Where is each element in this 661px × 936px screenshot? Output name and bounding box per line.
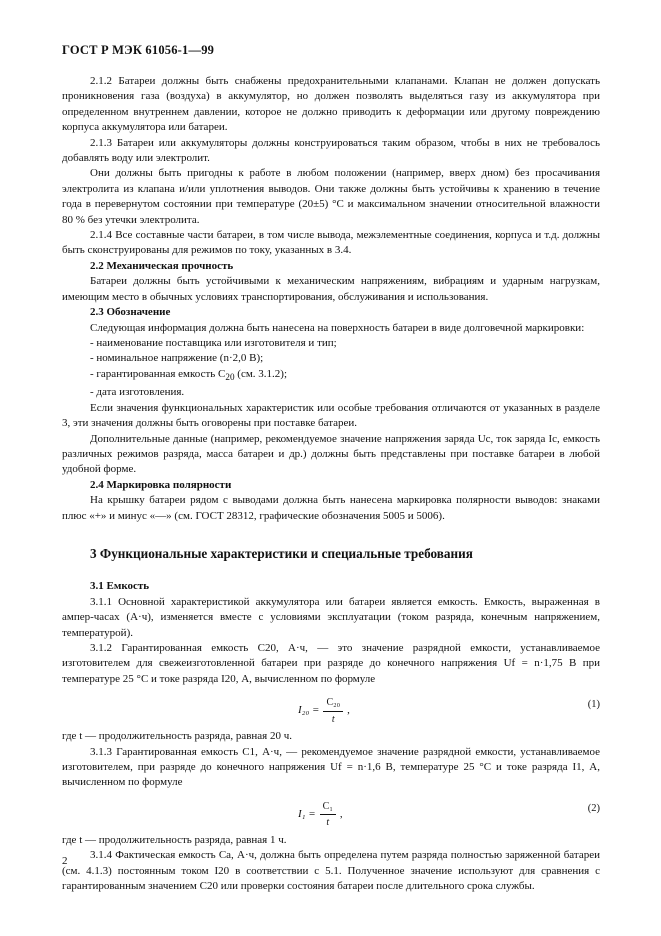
paragraph-2-1-4: 2.1.4 Все составные части батареи, в том числе вывода, межэлементные соединения, корпуса и т.д. должны быть сконструированы для режимов по току, указанных в 3.4. [62, 229, 600, 257]
heading-2-3: 2.3 Обозначение [90, 306, 171, 319]
heading-2-4: 2.4 Маркировка полярности [90, 478, 232, 491]
fraction [323, 695, 343, 727]
fraction-numerator: C₁ [320, 799, 336, 815]
paragraph-2-1-3: 2.1.3 Батареи или аккумуляторы должны конструироваться таким образом, чтобы в них не требовалось добавлять воду или электролит. [62, 136, 600, 165]
formula-number: (2) [587, 802, 600, 814]
list-item-text: (см. 3.1.2); [234, 367, 288, 380]
paragraph-2-3-c: Дополнительные данные (например, рекомендуемое значение напряжения заряда Uc, ток заряда Ic, емкость различных режимов разряда, масса батареи и др.) должны быть представлены при поставке батареи в любой удобной форме. [62, 432, 600, 476]
document-header: ГОСТ Р МЭК 61056-1—99 [62, 43, 215, 57]
fraction-denominator: t [331, 713, 335, 725]
heading-2-2: 2.2 Механическая прочность [90, 259, 234, 272]
list-item-text: - гарантированная емкость C [90, 367, 226, 380]
heading-3-1: 3.1 Емкость [90, 580, 150, 593]
formula-1 [62, 691, 600, 727]
paragraph-2-4: На крышку батареи рядом с выводами должна быть нанесена маркировка полярности выводов: знаками плюс «+» и минус «—» (см. ГОСТ 28312, графические обозначения 5005 и 5006). [62, 494, 600, 522]
fraction-denominator: t [326, 817, 330, 829]
formula-tail: , [347, 704, 350, 717]
formula-tail: , [339, 808, 343, 821]
document-body [62, 74, 600, 894]
paragraph-3-1-2: 3.1.2 Гарантированная емкость C20, А·ч, — это значение разрядной емкости, устанавливаемое изготовителем для свежеизготовленной батареи при разряде до конечного напряжения Uf = n·1,75 В при температуре 25 °С и токе разряда I20, А, вычисленном по формуле [62, 642, 600, 685]
marking-list [62, 336, 600, 401]
page-number: 2 [62, 855, 68, 867]
list-item: - наименование поставщика или изготовителя и тип; [90, 336, 337, 349]
fraction [320, 799, 336, 831]
paragraph-3-1-1: 3.1.1 Основной характеристикой аккумулятора или батареи является емкость. Емкость, выраженная в ампер-часах (А·ч), изменяется вместе с условиями эксплуатации (током разряда, конечным напряжением, температурой). [62, 595, 600, 639]
paragraph-where-2: где t — продолжительность разряда, равная 1 ч. [62, 833, 287, 846]
section-3-title: 3 Функциональные характеристики и специальные требования [90, 545, 473, 561]
paragraph-2-1-2: 2.1.2 Батареи должны быть снабжены предохранительными клапанами. Клапан не должен допускать проникновения газа (воздуха) в аккумулятор, но должен позволять выделяться газу из аккумулятора при определенном внутреннем давлении, которое не должно приводить к деформации или другому повреждению корпуса аккумулятора или батареи. [62, 75, 600, 134]
paragraph-3-1-4: 3.1.4 Фактическая емкость Ca, А·ч, должна быть определена путем разряда полностью заряженной батареи (см. 4.1.3) постоянным током I20 в соответствии с 5.1. Полученное значение используют для сравнения с гарантированным значением C20 или проверки состояния батареи после длительного срока службы. [62, 849, 600, 893]
paragraph-2-3: Следующая информация должна быть нанесена на поверхность батареи в виде долговечной маркировки: [90, 321, 585, 334]
formula-2 [62, 795, 600, 831]
formula-lhs: I₁ = [298, 808, 316, 821]
fraction-numerator: C₂₀ [323, 695, 343, 711]
paragraph-where-1: где t — продолжительность разряда, равная 20 ч. [62, 730, 293, 743]
paragraph-2-1-3-cont: Они должны быть пригодны к работе в любом положении (например, вверх дном) без просачивания электролита из клапана и/или уплотнения выводов. Они также должны быть устойчивы к хранению в течение года в перевернутом состоянии при температуре (20±5) °С и максимальном значении относительной влажности 80 % без утечки электролита. [62, 167, 600, 226]
paragraph-2-3-b: Если значения функциональных характеристик или особые требования отличаются от указанных в разделе 3, эти значения должны быть оговорены при поставке батареи. [62, 401, 600, 430]
list-item: - дата изготовления. [90, 386, 185, 399]
formula-number: (1) [587, 699, 600, 711]
subscript: 20 [225, 371, 235, 382]
list-item: - номинальное напряжение (n·2,0 В); [90, 352, 264, 365]
paragraph-3-1-3: 3.1.3 Гарантированная емкость C1, А·ч, — рекомендуемое значение разрядной емкости, устанавливаемое изготовителем, при разряде до конечного напряжения Uf = n·1,6 В, температуре 25 °С и токе разряда I1, А, вычисленном по формуле [62, 745, 600, 789]
paragraph-2-2: Батареи должны быть устойчивыми к механическим напряжениям, вибрациям и ударным нагрузкам, имеющим место в обычных условиях транспортирования, обслуживания и использования. [62, 275, 600, 303]
formula-lhs: I₂₀ = [298, 704, 320, 717]
list-item [62, 367, 600, 386]
